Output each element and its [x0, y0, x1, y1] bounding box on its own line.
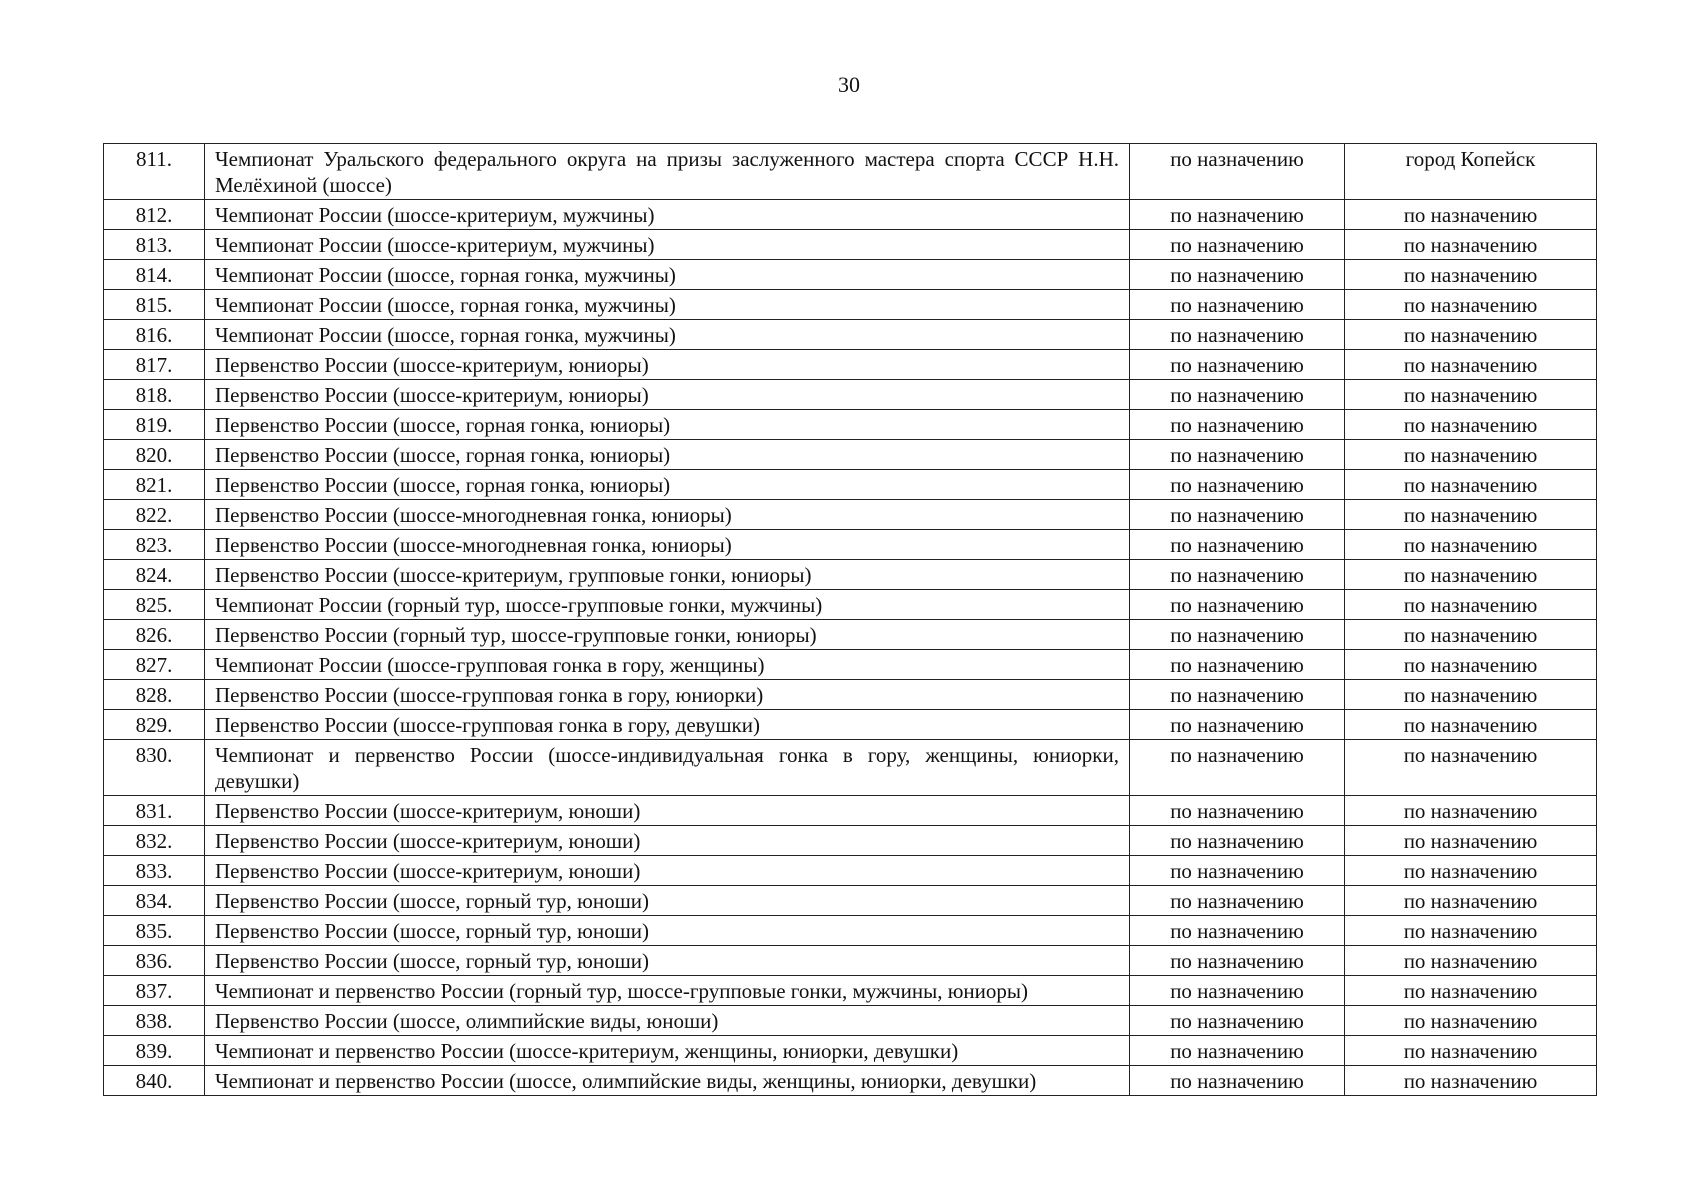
row-number-cell: 836.	[104, 946, 205, 976]
row-number-cell: 833.	[104, 856, 205, 886]
event-place-cell: город Копейск	[1345, 144, 1597, 200]
event-place-cell: по назначению	[1345, 826, 1597, 856]
event-date-cell: по назначению	[1130, 470, 1345, 500]
row-number-cell: 813.	[104, 230, 205, 260]
event-place-cell: по назначению	[1345, 500, 1597, 530]
event-name-cell: Первенство России (шоссе-критериум, юниоры)	[205, 350, 1130, 380]
event-name-cell: Первенство России (шоссе-критериум, групповые гонки, юниоры)	[205, 560, 1130, 590]
event-date-cell: по назначению	[1130, 680, 1345, 710]
event-date-cell: по назначению	[1130, 976, 1345, 1006]
row-number-cell: 811.	[104, 144, 205, 200]
table-row	[104, 560, 1597, 590]
table-row	[104, 440, 1597, 470]
row-number-cell: 812.	[104, 200, 205, 230]
event-name-cell: Первенство России (шоссе-групповая гонка в гору, девушки)	[205, 710, 1130, 740]
event-place-cell: по назначению	[1345, 320, 1597, 350]
event-place-cell: по назначению	[1345, 470, 1597, 500]
event-name-cell: Чемпионат России (шоссе-критериум, мужчины)	[205, 200, 1130, 230]
table-row	[104, 946, 1597, 976]
event-name-cell: Первенство России (шоссе, горная гонка, юниоры)	[205, 470, 1130, 500]
row-number-cell: 826.	[104, 620, 205, 650]
row-number-cell: 817.	[104, 350, 205, 380]
event-name-cell: Чемпионат и первенство России (шоссе-индивидуальная гонка в гору, женщины, юниорки, девушки)	[205, 740, 1130, 796]
table-row	[104, 290, 1597, 320]
event-date-cell: по назначению	[1130, 260, 1345, 290]
event-date-cell: по назначению	[1130, 710, 1345, 740]
event-name-cell: Первенство России (шоссе, горный тур, юноши)	[205, 886, 1130, 916]
row-number-cell: 837.	[104, 976, 205, 1006]
table-row	[104, 740, 1597, 796]
event-name-cell: Первенство России (шоссе, горная гонка, юниоры)	[205, 440, 1130, 470]
table-row	[104, 590, 1597, 620]
event-date-cell: по назначению	[1130, 856, 1345, 886]
event-date-cell: по назначению	[1130, 1006, 1345, 1036]
row-number-cell: 824.	[104, 560, 205, 590]
event-place-cell: по назначению	[1345, 680, 1597, 710]
table-row	[104, 796, 1597, 826]
event-name-cell: Первенство России (шоссе-критериум, юноши)	[205, 856, 1130, 886]
event-date-cell: по назначению	[1130, 320, 1345, 350]
row-number-cell: 814.	[104, 260, 205, 290]
table-row	[104, 1066, 1597, 1096]
event-place-cell: по назначению	[1345, 200, 1597, 230]
event-place-cell: по назначению	[1345, 590, 1597, 620]
event-place-cell: по назначению	[1345, 620, 1597, 650]
event-date-cell: по назначению	[1130, 380, 1345, 410]
row-number-cell: 825.	[104, 590, 205, 620]
event-date-cell: по назначению	[1130, 560, 1345, 590]
table-row	[104, 500, 1597, 530]
event-name-cell: Чемпионат России (шоссе-критериум, мужчины)	[205, 230, 1130, 260]
event-place-cell: по назначению	[1345, 1036, 1597, 1066]
event-date-cell: по назначению	[1130, 916, 1345, 946]
event-date-cell: по назначению	[1130, 500, 1345, 530]
event-name-cell: Чемпионат и первенство России (горный тур, шоссе-групповые гонки, мужчины, юниоры)	[205, 976, 1130, 1006]
event-date-cell: по назначению	[1130, 1066, 1345, 1096]
row-number-cell: 829.	[104, 710, 205, 740]
event-place-cell: по назначению	[1345, 530, 1597, 560]
event-place-cell: по назначению	[1345, 260, 1597, 290]
row-number-cell: 821.	[104, 470, 205, 500]
page-number: 30	[838, 72, 860, 97]
table-row	[104, 916, 1597, 946]
event-date-cell: по назначению	[1130, 946, 1345, 976]
row-number-cell: 827.	[104, 650, 205, 680]
event-date-cell: по назначению	[1130, 530, 1345, 560]
table-row	[104, 650, 1597, 680]
row-number-cell: 818.	[104, 380, 205, 410]
event-place-cell: по назначению	[1345, 650, 1597, 680]
table-row	[104, 230, 1597, 260]
row-number-cell: 835.	[104, 916, 205, 946]
row-number-cell: 832.	[104, 826, 205, 856]
event-name-cell: Первенство России (шоссе-критериум, юноши)	[205, 826, 1130, 856]
event-place-cell: по назначению	[1345, 740, 1597, 796]
event-place-cell: по назначению	[1345, 856, 1597, 886]
event-date-cell: по назначению	[1130, 200, 1345, 230]
event-name-cell: Первенство России (шоссе, горный тур, юноши)	[205, 916, 1130, 946]
event-date-cell: по назначению	[1130, 826, 1345, 856]
row-number-cell: 830.	[104, 740, 205, 796]
event-date-cell: по назначению	[1130, 740, 1345, 796]
event-place-cell: по назначению	[1345, 1006, 1597, 1036]
event-date-cell: по назначению	[1130, 796, 1345, 826]
event-date-cell: по назначению	[1130, 620, 1345, 650]
event-name-cell: Чемпионат и первенство России (шоссе-критериум, женщины, юниорки, девушки)	[205, 1036, 1130, 1066]
event-name-cell: Чемпионат России (шоссе, горная гонка, мужчины)	[205, 320, 1130, 350]
table-row	[104, 350, 1597, 380]
event-name-cell: Первенство России (шоссе, олимпийские виды, юноши)	[205, 1006, 1130, 1036]
event-date-cell: по назначению	[1130, 410, 1345, 440]
event-place-cell: по назначению	[1345, 976, 1597, 1006]
event-name-cell: Чемпионат России (шоссе, горная гонка, мужчины)	[205, 290, 1130, 320]
table-row	[104, 710, 1597, 740]
event-name-cell: Чемпионат России (шоссе, горная гонка, мужчины)	[205, 260, 1130, 290]
row-number-cell: 828.	[104, 680, 205, 710]
event-name-cell: Первенство России (горный тур, шоссе-групповые гонки, юниоры)	[205, 620, 1130, 650]
table-row	[104, 856, 1597, 886]
event-name-cell: Первенство России (шоссе-многодневная гонка, юниоры)	[205, 530, 1130, 560]
table-row	[104, 410, 1597, 440]
event-date-cell: по назначению	[1130, 650, 1345, 680]
event-place-cell: по назначению	[1345, 350, 1597, 380]
row-number-cell: 839.	[104, 1036, 205, 1066]
event-name-cell: Чемпионат и первенство России (шоссе, олимпийские виды, женщины, юниорки, девушки)	[205, 1066, 1130, 1096]
row-number-cell: 831.	[104, 796, 205, 826]
table-row	[104, 530, 1597, 560]
event-place-cell: по назначению	[1345, 1066, 1597, 1096]
table-row	[104, 380, 1597, 410]
event-date-cell: по назначению	[1130, 144, 1345, 200]
event-date-cell: по назначению	[1130, 886, 1345, 916]
table-row	[104, 680, 1597, 710]
row-number-cell: 840.	[104, 1066, 205, 1096]
table-row	[104, 886, 1597, 916]
event-name-cell: Чемпионат России (горный тур, шоссе-групповые гонки, мужчины)	[205, 590, 1130, 620]
event-name-cell: Первенство России (шоссе-групповая гонка в гору, юниорки)	[205, 680, 1130, 710]
table-row	[104, 620, 1597, 650]
event-place-cell: по назначению	[1345, 796, 1597, 826]
event-place-cell: по назначению	[1345, 410, 1597, 440]
table-row	[104, 144, 1597, 200]
row-number-cell: 823.	[104, 530, 205, 560]
table-row	[104, 1036, 1597, 1066]
event-place-cell: по назначению	[1345, 440, 1597, 470]
row-number-cell: 819.	[104, 410, 205, 440]
events-table-body	[104, 144, 1597, 1096]
event-name-cell: Чемпионат России (шоссе-групповая гонка в гору, женщины)	[205, 650, 1130, 680]
event-name-cell: Первенство России (шоссе, горный тур, юноши)	[205, 946, 1130, 976]
events-table	[103, 143, 1597, 1096]
event-place-cell: по назначению	[1345, 710, 1597, 740]
row-number-cell: 834.	[104, 886, 205, 916]
table-row	[104, 200, 1597, 230]
event-place-cell: по назначению	[1345, 560, 1597, 590]
event-name-cell: Первенство России (шоссе-критериум, юноши)	[205, 796, 1130, 826]
row-number-cell: 822.	[104, 500, 205, 530]
table-row	[104, 976, 1597, 1006]
event-place-cell: по назначению	[1345, 380, 1597, 410]
row-number-cell: 815.	[104, 290, 205, 320]
table-row	[104, 260, 1597, 290]
row-number-cell: 816.	[104, 320, 205, 350]
table-row	[104, 320, 1597, 350]
table-row	[104, 1006, 1597, 1036]
row-number-cell: 838.	[104, 1006, 205, 1036]
event-date-cell: по назначению	[1130, 230, 1345, 260]
event-place-cell: по назначению	[1345, 916, 1597, 946]
row-number-cell: 820.	[104, 440, 205, 470]
table-row	[104, 470, 1597, 500]
event-date-cell: по назначению	[1130, 590, 1345, 620]
event-place-cell: по назначению	[1345, 230, 1597, 260]
event-name-cell: Первенство России (шоссе-многодневная гонка, юниоры)	[205, 500, 1130, 530]
event-date-cell: по назначению	[1130, 1036, 1345, 1066]
event-name-cell: Первенство России (шоссе-критериум, юниоры)	[205, 380, 1130, 410]
event-place-cell: по назначению	[1345, 290, 1597, 320]
event-name-cell: Чемпионат Уральского федерального округа на призы заслуженного мастера спорта СССР Н.Н. Мелёхиной (шоссе)	[205, 144, 1130, 200]
event-date-cell: по назначению	[1130, 290, 1345, 320]
event-name-cell: Первенство России (шоссе, горная гонка, юниоры)	[205, 410, 1130, 440]
table-row	[104, 826, 1597, 856]
event-date-cell: по назначению	[1130, 350, 1345, 380]
event-place-cell: по назначению	[1345, 946, 1597, 976]
event-place-cell: по назначению	[1345, 886, 1597, 916]
event-date-cell: по назначению	[1130, 440, 1345, 470]
